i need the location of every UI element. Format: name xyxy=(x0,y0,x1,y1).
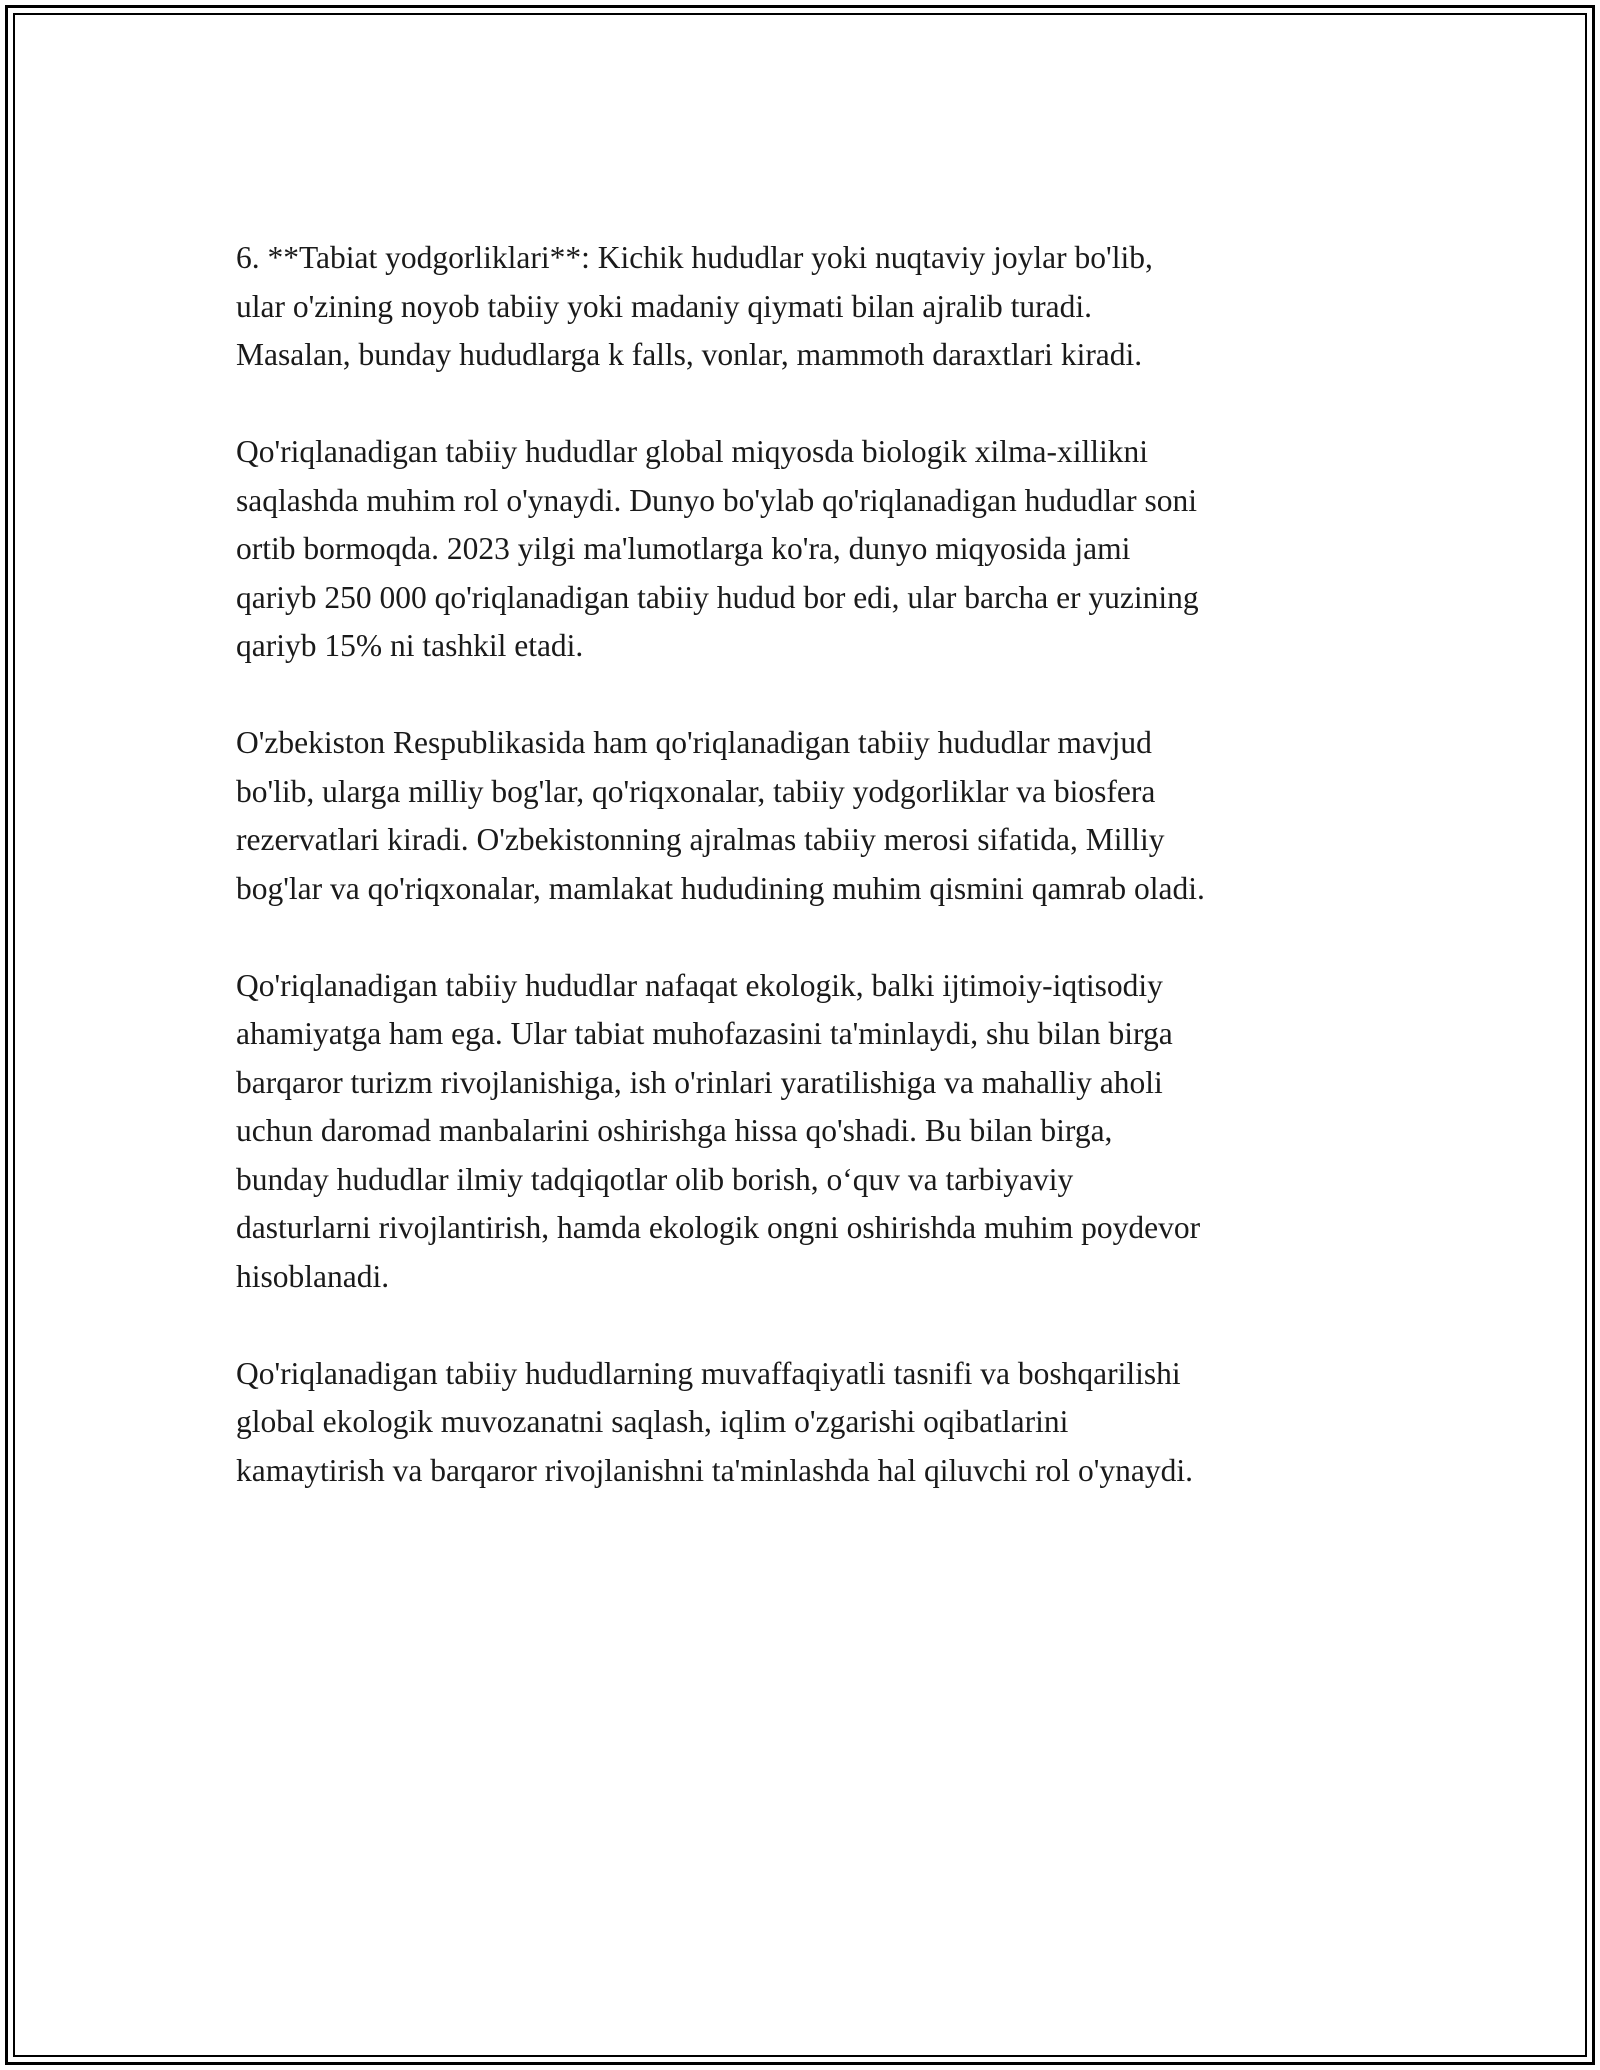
paragraph-nature-monuments: 6. **Tabiat yodgorliklari**: Kichik hududlar yoki nuqtaviy joylar bo'lib, ular o'zining noyob tabiiy yoki madaniy qiymati bilan ajralib turadi. Masalan, bunday hududlarga k falls, vonlar, mammoth daraxtlari kiradi. xyxy=(236,240,1153,372)
paragraph-global-protected-areas: Qo'riqlanadigan tabiiy hududlar global miqyosda biologik xilma-xillikni saqlashda muhim rol o'ynaydi. Dunyo bo'ylab qo'riqlanadigan hududlar soni ortib bormoqda. 2023 yilgi ma'lumotlarga ko'ra, dunyo miqyosida jami qariyb 250 000 qo'riqlanadigan tabiiy hudud bor edi, ular barcha er yuzining qariyb 15% ni tashkil etadi. xyxy=(236,434,1199,663)
paragraph-uzbekistan-protected-areas: O'zbekiston Respublikasida ham qo'riqlanadigan tabiiy hududlar mavjud bo'lib, ularga milliy bog'lar, qo'riqxonalar, tabiiy yodgorliklar va biosfera rezervatlari kiradi. O'zbekistonning ajralmas tabiiy merosi sifatida, Milliy bog'lar va qo'riqxonalar, mamlakat hududining muhim qismini qamrab oladi. xyxy=(236,725,1205,906)
paragraph-conclusion: Qo'riqlanadigan tabiiy hududlarning muvaffaqiyatli tasnifi va boshqarilishi global ekologik muvozanatni saqlash, iqlim o'zgarishi oqibatlarini kamaytirish va barqaror rivojlanishni ta'minlashda hal qiluvchi rol o'ynaydi. xyxy=(236,1355,1193,1488)
paragraph-socioeconomic-importance: Qo'riqlanadigan tabiiy hududlar nafaqat ekologik, balki ijtimoiy-iqtisodiy ahamiyatga ham ega. Ular tabiat muhofazasini ta'minlaydi, shu bilan birga barqaror turizm rivojlanishiga, ish o'rinlari yaratilishiga va mahalliy aholi uchun daromad manbalarini oshirishga hissa qo'shadi. Bu bilan birga, bunday hududlar ilmiy tadqiqotlar olib borish, o‘quv va tarbiyaviy dasturlarni rivojlantirish, hamda ekologik ongni oshirishda muhim poydevor hisoblanadi. xyxy=(236,967,1201,1294)
document-body xyxy=(236,234,1376,1495)
